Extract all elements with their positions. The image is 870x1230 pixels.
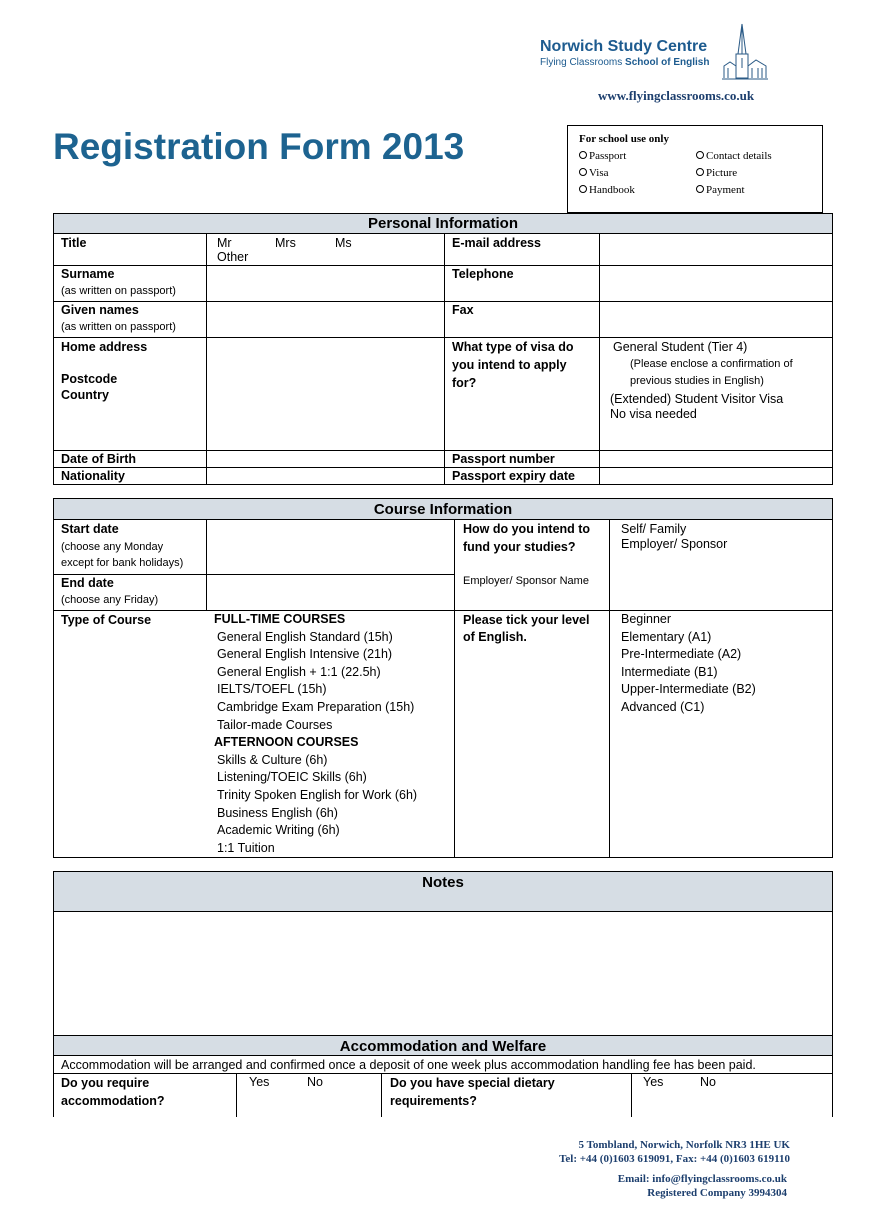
given-names-note: (as written on passport) — [61, 321, 176, 333]
radio-icon — [579, 151, 587, 159]
accommodation-notice: Accommodation will be arranged and confirmed once a deposit of one week plus accommodation handling fee has been paid. — [61, 1058, 756, 1072]
date-of-birth-label: Date of Birth — [61, 452, 136, 466]
school-use-option[interactable]: Contact details — [696, 150, 772, 162]
footer-phone: Tel: +44 (0)1603 619091, Fax: +44 (0)1603 619110 — [559, 1153, 790, 1165]
brand-tagline — [540, 57, 709, 68]
visa-option-student-visitor[interactable]: (Extended) Student Visitor Visa — [610, 392, 784, 406]
brand-tagline-regular: Flying Classrooms — [540, 57, 623, 68]
country-label: Country — [61, 388, 109, 402]
passport-expiry-field[interactable] — [600, 468, 833, 484]
visa-question-line-1: What type of visa do — [452, 340, 574, 354]
visa-note: (Please enclose a confirmation of — [630, 358, 793, 370]
surname-note: (as written on passport) — [61, 285, 176, 297]
dietary-question-line-1: Do you have special dietary — [390, 1076, 555, 1090]
radio-icon — [579, 185, 587, 193]
start-date-field[interactable] — [207, 521, 453, 573]
brand-tagline-bold: School of English — [625, 57, 710, 68]
course-information-table — [53, 498, 833, 858]
end-date-label: End date — [61, 576, 114, 590]
visa-option-none[interactable]: No visa needed — [610, 407, 697, 421]
accommodation-question-line-2: accommodation? — [61, 1094, 165, 1108]
date-of-birth-field[interactable] — [207, 451, 443, 466]
level-option[interactable]: Advanced (C1) — [621, 699, 705, 714]
course-option[interactable]: General English + 1:1 (22.5h) — [217, 664, 381, 679]
passport-expiry-label: Passport expiry date — [452, 469, 575, 483]
accommodation-heading: Accommodation and Welfare — [54, 1035, 832, 1056]
notes-heading: Notes — [54, 872, 832, 912]
level-option[interactable]: Elementary (A1) — [621, 629, 712, 644]
footer-email[interactable]: Email: info@flyingclassrooms.co.uk — [617, 1173, 787, 1185]
funding-question-line-1: How do you intend to — [463, 522, 591, 536]
title-option-other[interactable]: Other — [217, 250, 249, 264]
level-question-line-2: of English. — [463, 630, 527, 644]
end-date-field[interactable] — [207, 575, 453, 609]
surname-label: Surname — [61, 267, 115, 281]
cathedral-logo-icon — [722, 22, 768, 82]
postcode-label: Postcode — [61, 372, 118, 386]
brand-name: Norwich Study Centre — [540, 38, 708, 55]
home-address-field[interactable] — [207, 338, 443, 449]
email-field[interactable] — [600, 235, 833, 264]
course-list — [214, 611, 417, 857]
course-option[interactable]: Listening/TOEIC Skills (6h) — [217, 770, 367, 785]
title-label: Title — [61, 236, 87, 250]
radio-icon — [579, 168, 587, 176]
funding-option-self[interactable]: Self/ Family — [621, 522, 687, 536]
afternoon-courses-heading: AFTERNOON COURSES — [214, 735, 359, 750]
radio-icon — [696, 185, 704, 193]
start-date-note: except for bank holidays) — [61, 557, 184, 569]
dietary-question-line-2: requirements? — [390, 1094, 477, 1108]
given-names-field[interactable] — [207, 302, 443, 336]
passport-number-field[interactable] — [600, 451, 833, 466]
passport-number-label: Passport number — [452, 452, 555, 466]
title-option-ms[interactable]: Ms — [335, 236, 352, 250]
radio-icon — [696, 151, 704, 159]
school-use-option[interactable]: Visa — [579, 167, 609, 179]
accommodation-yes-option[interactable]: Yes — [249, 1075, 270, 1089]
footer-company: Registered Company 3994304 — [647, 1187, 787, 1199]
radio-icon — [696, 168, 704, 176]
school-use-option[interactable]: Passport — [579, 150, 626, 162]
level-option[interactable]: Beginner — [621, 612, 672, 626]
home-address-label: Home address — [61, 340, 148, 354]
page-title: Registration Form 2013 — [53, 126, 465, 167]
school-use-heading: For school use only — [579, 133, 669, 145]
start-date-label: Start date — [61, 522, 119, 536]
course-type-label: Type of Course — [61, 613, 152, 627]
dietary-yes-option[interactable]: Yes — [643, 1075, 664, 1089]
personal-information-heading: Personal Information — [54, 214, 832, 234]
course-option[interactable]: Academic Writing (6h) — [217, 823, 340, 838]
email-label: E-mail address — [452, 236, 541, 250]
start-date-note: (choose any Monday — [61, 541, 164, 553]
school-use-box — [567, 125, 823, 213]
school-use-option[interactable]: Picture — [696, 167, 737, 179]
visa-note: previous studies in English) — [630, 375, 764, 387]
visa-question-line-3: for? — [452, 376, 477, 390]
course-information-heading: Course Information — [54, 499, 832, 520]
course-option[interactable]: Skills & Culture (6h) — [217, 752, 328, 767]
level-question-line-1: Please tick your level — [463, 613, 590, 627]
accommodation-no-option[interactable]: No — [307, 1075, 323, 1089]
end-date-note: (choose any Friday) — [61, 594, 159, 606]
fulltime-courses-heading: FULL-TIME COURSES — [214, 612, 346, 626]
course-option[interactable]: Tailor-made Courses — [217, 717, 333, 732]
personal-information-table — [53, 213, 833, 485]
course-option[interactable]: Trinity Spoken English for Work (6h) — [217, 787, 418, 802]
fax-field[interactable] — [600, 302, 833, 336]
accommodation-question-line-1: Do you require — [61, 1076, 150, 1090]
level-option[interactable]: Upper-Intermediate (B2) — [621, 682, 756, 697]
fax-label: Fax — [452, 303, 474, 317]
course-option[interactable]: General English Intensive (21h) — [217, 647, 393, 662]
level-option[interactable]: Intermediate (B1) — [621, 664, 718, 679]
nationality-label: Nationality — [61, 469, 125, 483]
level-option[interactable]: Pre-Intermediate (A2) — [621, 647, 742, 662]
dietary-no-option[interactable]: No — [700, 1075, 716, 1089]
surname-field[interactable] — [207, 266, 443, 300]
sponsor-name-field[interactable] — [610, 559, 833, 609]
course-option[interactable]: IELTS/TOEFL (15h) — [217, 682, 327, 697]
funding-option-employer[interactable]: Employer/ Sponsor — [621, 537, 728, 551]
given-names-label: Given names — [61, 303, 139, 317]
school-use-option[interactable]: Payment — [696, 184, 745, 196]
notes-accommodation-table — [53, 871, 833, 1117]
course-option[interactable]: General English Standard (15h) — [217, 629, 393, 644]
course-option[interactable]: Business English (6h) — [217, 805, 338, 820]
sponsor-name-label: Employer/ Sponsor Name — [463, 575, 589, 587]
title-option-mr[interactable]: Mr — [217, 236, 232, 250]
website-link[interactable]: www.flyingclassrooms.co.uk — [598, 88, 755, 103]
funding-question-line-2: fund your studies? — [463, 540, 576, 554]
telephone-field[interactable] — [600, 266, 833, 300]
footer-address: 5 Tombland, Norwich, Norfolk NR3 1HE UK — [578, 1139, 790, 1151]
notes-field[interactable] — [54, 913, 832, 1035]
nationality-field[interactable] — [207, 468, 443, 484]
school-use-option[interactable]: Handbook — [579, 184, 635, 196]
title-option-mrs[interactable]: Mrs — [275, 236, 296, 250]
telephone-label: Telephone — [452, 267, 514, 281]
course-option[interactable]: 1:1 Tuition — [217, 840, 275, 855]
visa-question-line-2: you intend to apply — [452, 358, 567, 372]
course-option[interactable]: Cambridge Exam Preparation (15h) — [217, 699, 415, 714]
level-list — [621, 611, 756, 717]
visa-option-tier4[interactable]: General Student (Tier 4) — [613, 340, 748, 354]
